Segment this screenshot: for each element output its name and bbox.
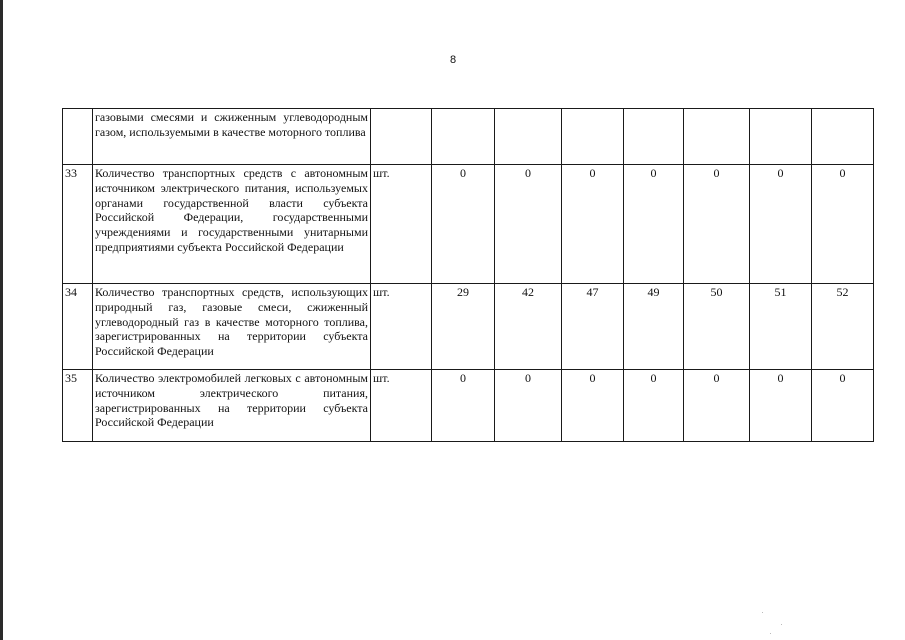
value-cell [750, 109, 812, 165]
value-cell [495, 109, 562, 165]
row-description: Количество транспортных средств, использующих природный газ, газовые смеси, сжиженный углеводородный газ в качестве моторного топлива, зарегистрированных на территории субъекта Российской Федерации [93, 284, 371, 370]
value-cell: 0 [812, 165, 874, 284]
indicator-table [62, 108, 874, 442]
table-row [63, 165, 874, 284]
value-cell: 47 [562, 284, 624, 370]
value-cell [624, 109, 684, 165]
value-cell [562, 109, 624, 165]
row-description: газовыми смесями и сжиженным углеводородным газом, используемыми в качестве моторного топлива [93, 109, 371, 165]
value-cell: 51 [750, 284, 812, 370]
row-unit: шт. [371, 370, 432, 442]
value-cell: 0 [684, 165, 750, 284]
row-number: 35 [63, 370, 93, 442]
row-description: Количество транспортных средств с автономным источником электрического питания, используемых органами государственной власти субъекта Российской Федерации, государственными учреждениями и государственными унитарными предприятиями субъекта Российской Федерации [93, 165, 371, 284]
value-cell: 0 [562, 370, 624, 442]
value-cell: 29 [432, 284, 495, 370]
value-cell [812, 109, 874, 165]
row-unit [371, 109, 432, 165]
value-cell: 0 [750, 370, 812, 442]
row-number [63, 109, 93, 165]
row-unit: шт. [371, 165, 432, 284]
value-cell: 0 [495, 370, 562, 442]
value-cell: 0 [495, 165, 562, 284]
value-cell: 0 [624, 370, 684, 442]
value-cell: 52 [812, 284, 874, 370]
value-cell: 0 [624, 165, 684, 284]
value-cell: 0 [684, 370, 750, 442]
value-cell: 0 [432, 370, 495, 442]
row-description: Количество электромобилей легковых с автономным источником электрического питания, зарегистрированных на территории субъекта Российской Федерации [93, 370, 371, 442]
value-cell: 0 [432, 165, 495, 284]
row-number: 34 [63, 284, 93, 370]
value-cell: 50 [684, 284, 750, 370]
scan-speck [781, 624, 782, 625]
value-cell: 0 [562, 165, 624, 284]
scan-speck [770, 633, 771, 634]
scan-speck [762, 612, 763, 613]
page-edge [0, 0, 3, 640]
table-row [63, 109, 874, 165]
value-cell: 0 [750, 165, 812, 284]
row-number: 33 [63, 165, 93, 284]
value-cell: 42 [495, 284, 562, 370]
table-row [63, 284, 874, 370]
value-cell: 0 [812, 370, 874, 442]
value-cell: 49 [624, 284, 684, 370]
page-number: 8 [449, 54, 457, 66]
value-cell [432, 109, 495, 165]
row-unit: шт. [371, 284, 432, 370]
value-cell [684, 109, 750, 165]
table-row [63, 370, 874, 442]
